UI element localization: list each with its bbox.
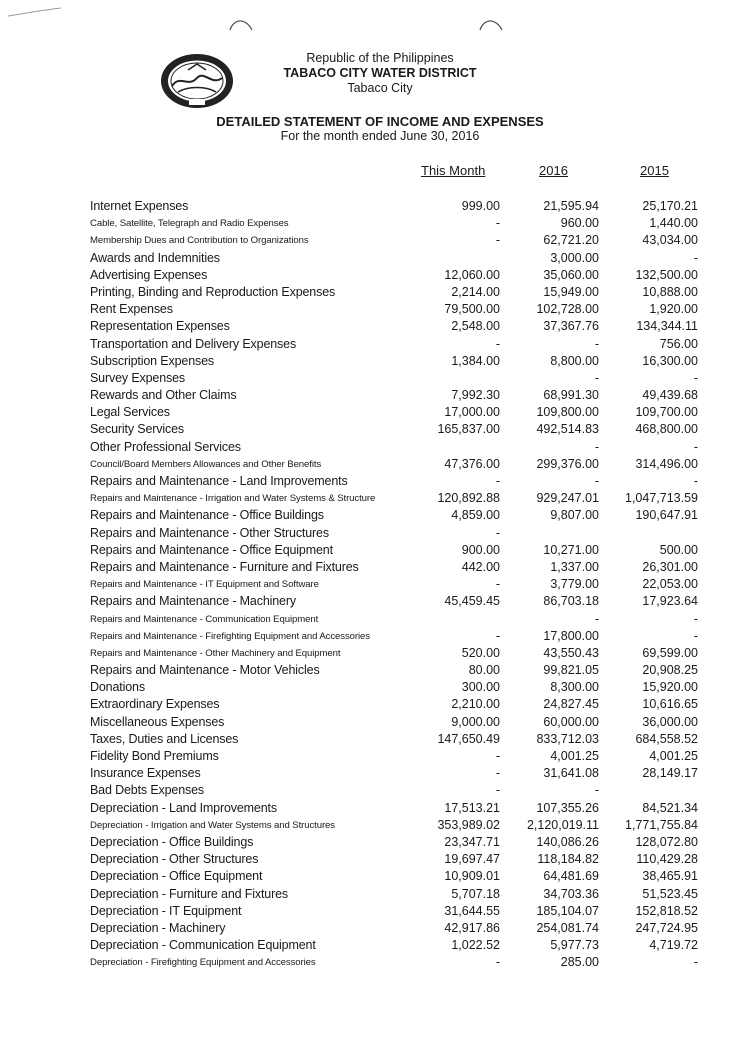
table-row bbox=[0, 387, 741, 404]
this-month-value: 1,022.52 bbox=[451, 938, 500, 953]
this-month-value: - bbox=[495, 216, 500, 231]
expense-label: Council/Board Members Allowances and Other Benefits bbox=[90, 458, 322, 470]
this-month-value: 520.00 bbox=[461, 645, 500, 660]
table-row bbox=[0, 696, 741, 713]
expense-label: Bad Debts Expenses bbox=[90, 783, 205, 798]
value-2015: 468,800.00 bbox=[635, 422, 698, 437]
value-2015: 25,170.21 bbox=[642, 199, 698, 213]
this-month-value: 17,513.21 bbox=[444, 800, 500, 815]
table-row bbox=[0, 421, 741, 438]
value-2016: 107,355.26 bbox=[536, 800, 599, 815]
value-2016: 492,514.83 bbox=[536, 422, 599, 437]
expense-label: Repairs and Maintenance - Office Buildings bbox=[90, 508, 324, 523]
table-row bbox=[0, 473, 741, 490]
value-2015: - bbox=[693, 370, 698, 385]
table-row bbox=[0, 215, 741, 232]
table-row bbox=[0, 765, 741, 782]
punch-hole-mark bbox=[476, 14, 506, 32]
value-2015: 15,920.00 bbox=[642, 680, 698, 695]
value-2016: 21,595.94 bbox=[543, 199, 599, 213]
expense-label: Membership Dues and Contribution to Organizations bbox=[90, 235, 309, 247]
expense-label: Taxes, Duties and Licenses bbox=[90, 731, 239, 746]
value-2016: 929,247.01 bbox=[536, 491, 599, 506]
this-month-value: 17,000.00 bbox=[444, 405, 500, 420]
value-2016: 118,184.82 bbox=[537, 852, 599, 867]
expense-label: Rewards and Other Claims bbox=[90, 388, 237, 403]
expense-label: Repairs and Maintenance - Furniture and Fixtures bbox=[90, 559, 359, 574]
table-row bbox=[0, 937, 741, 954]
value-2015: 132,500.00 bbox=[635, 267, 698, 282]
value-2016: 35,060.00 bbox=[543, 267, 599, 282]
expense-label: Depreciation - Other Structures bbox=[90, 852, 259, 867]
expense-label: Repairs and Maintenance - Motor Vehicles bbox=[90, 663, 320, 678]
this-month-value: - bbox=[495, 525, 500, 540]
value-2016: - bbox=[594, 370, 599, 385]
value-2015: 26,301.00 bbox=[642, 559, 698, 574]
value-2015: 684,558.52 bbox=[635, 731, 698, 746]
this-month-value: 1,384.00 bbox=[451, 353, 500, 368]
this-month-value: 7,992.30 bbox=[451, 388, 500, 403]
table-row bbox=[0, 542, 741, 559]
value-2015: 110,429.28 bbox=[636, 852, 698, 867]
value-2016: 8,800.00 bbox=[550, 353, 599, 368]
value-2016: - bbox=[594, 474, 599, 488]
table-row bbox=[0, 748, 741, 765]
value-2015: 1,440.00 bbox=[649, 216, 698, 231]
value-2015: 756.00 bbox=[659, 336, 698, 351]
statement-heading: DETAILED STATEMENT OF INCOME AND EXPENSES bbox=[216, 114, 544, 129]
this-month-value: 45,459.45 bbox=[444, 594, 500, 609]
expense-label: Repairs and Maintenance - Other Structures bbox=[90, 525, 329, 540]
value-2016: 62,721.20 bbox=[543, 233, 599, 248]
table-row bbox=[0, 576, 741, 593]
value-2016: 299,376.00 bbox=[536, 456, 599, 471]
table-row bbox=[0, 439, 741, 456]
expense-label: Repairs and Maintenance - Communication Equipment bbox=[90, 613, 319, 625]
water-district-seal-logo bbox=[158, 52, 236, 110]
this-month-value: 2,214.00 bbox=[451, 284, 500, 299]
value-2016: 31,641.08 bbox=[543, 766, 599, 781]
table-row bbox=[0, 353, 741, 370]
expense-label: Rent Expenses bbox=[90, 302, 173, 317]
value-2016: 99,821.05 bbox=[543, 663, 599, 678]
table-row bbox=[0, 628, 741, 645]
value-2016: 9,807.00 bbox=[550, 508, 599, 523]
value-2016: 24,827.45 bbox=[543, 697, 599, 712]
city-line: Tabaco City bbox=[347, 81, 413, 95]
value-2016: 2,120,019.11 bbox=[526, 817, 599, 832]
this-month-value: - bbox=[495, 474, 500, 488]
statement-period: For the month ended June 30, 2016 bbox=[280, 129, 480, 143]
expense-label: Extraordinary Expenses bbox=[90, 697, 220, 712]
expense-label: Depreciation - Machinery bbox=[90, 920, 226, 935]
value-2015: 1,771,755.84 bbox=[625, 817, 698, 832]
value-2015: 20,908.25 bbox=[642, 663, 698, 678]
expense-label: Donations bbox=[90, 680, 145, 695]
this-month-value: 999.00 bbox=[461, 199, 500, 213]
value-2016: 5,977.73 bbox=[550, 938, 599, 953]
table-row bbox=[0, 490, 741, 507]
table-row bbox=[0, 525, 741, 542]
value-2016: 3,779.00 bbox=[550, 577, 599, 592]
table-row bbox=[0, 232, 741, 249]
this-month-value: 19,697.47 bbox=[444, 852, 500, 867]
expense-label: Other Professional Services bbox=[90, 439, 241, 454]
this-month-value: 300.00 bbox=[461, 680, 500, 695]
expense-label: Legal Services bbox=[90, 405, 170, 420]
table-row bbox=[0, 868, 741, 885]
value-2015: - bbox=[693, 628, 698, 643]
this-month-value: 353,989.02 bbox=[437, 817, 500, 832]
expense-label: Repairs and Maintenance - Office Equipment bbox=[90, 542, 333, 557]
expense-label: Depreciation - IT Equipment bbox=[90, 903, 242, 918]
value-2016: 109,800.00 bbox=[536, 405, 599, 420]
republic-line: Republic of the Philippines bbox=[306, 51, 454, 65]
expense-label: Internet Expenses bbox=[90, 199, 189, 213]
table-row bbox=[0, 267, 741, 284]
value-2015: 109,700.00 bbox=[635, 405, 698, 420]
this-month-value: 12,060.00 bbox=[444, 267, 500, 282]
table-row bbox=[0, 886, 741, 903]
expense-label: Depreciation - Furniture and Fixtures bbox=[90, 886, 289, 901]
district-name: TABACO CITY WATER DISTRICT bbox=[283, 66, 477, 80]
letterhead bbox=[240, 51, 520, 96]
table-row bbox=[0, 507, 741, 524]
table-row bbox=[0, 456, 741, 473]
value-2015: 36,000.00 bbox=[642, 714, 698, 729]
table-row bbox=[0, 611, 741, 628]
table-row bbox=[0, 851, 741, 868]
this-month-value: 5,707.18 bbox=[451, 886, 500, 901]
this-month-value: 9,000.00 bbox=[451, 714, 500, 729]
value-2016: - bbox=[594, 611, 599, 626]
table-row bbox=[0, 301, 741, 318]
value-2016: 86,703.18 bbox=[543, 594, 599, 609]
expense-label: Depreciation - Firefighting Equipment and Accessories bbox=[90, 957, 316, 969]
value-2016: 254,081.74 bbox=[536, 920, 599, 935]
table-row bbox=[0, 954, 741, 971]
expense-label: Repairs and Maintenance - Machinery bbox=[90, 594, 296, 609]
table-row bbox=[0, 250, 741, 267]
expense-label: Security Services bbox=[90, 422, 185, 437]
value-2015: 22,053.00 bbox=[642, 577, 698, 592]
value-2015: 314,496.00 bbox=[635, 456, 698, 471]
this-month-value: 42,917.86 bbox=[444, 920, 500, 935]
table-row bbox=[0, 593, 741, 610]
value-2015: 247,724.95 bbox=[635, 920, 698, 935]
value-2016: 64,481.69 bbox=[543, 869, 599, 884]
table-row bbox=[0, 714, 741, 731]
this-month-value: 2,210.00 bbox=[451, 697, 500, 712]
statement-title bbox=[180, 114, 580, 144]
expense-label: Depreciation - Office Equipment bbox=[90, 869, 263, 884]
value-2016: 43,550.43 bbox=[543, 645, 599, 660]
expense-label: Repairs and Maintenance - Land Improvements bbox=[90, 474, 348, 488]
this-month-value: 165,837.00 bbox=[437, 422, 500, 437]
table-row bbox=[0, 404, 741, 421]
value-2015: 43,034.00 bbox=[642, 233, 698, 248]
table-row bbox=[0, 559, 741, 576]
value-2016: 15,949.00 bbox=[543, 284, 599, 299]
value-2015: - bbox=[693, 955, 698, 970]
this-month-value: 79,500.00 bbox=[444, 302, 500, 317]
value-2015: - bbox=[693, 611, 698, 626]
this-month-value: 2,548.00 bbox=[451, 319, 500, 334]
column-header-2016: 2016 bbox=[539, 163, 568, 178]
value-2015: 10,888.00 bbox=[642, 284, 698, 299]
value-2016: 4,001.25 bbox=[550, 749, 599, 763]
value-2016: 37,367.76 bbox=[543, 319, 599, 334]
pen-mark bbox=[6, 6, 66, 20]
value-2016: 17,800.00 bbox=[543, 628, 599, 643]
value-2016: 102,728.00 bbox=[536, 302, 599, 317]
expense-label: Depreciation - Office Buildings bbox=[90, 834, 254, 849]
value-2015: 28,149.17 bbox=[642, 766, 698, 781]
value-2016: 833,712.03 bbox=[536, 731, 599, 746]
expense-label: Subscription Expenses bbox=[90, 353, 215, 368]
expense-label: Printing, Binding and Reproduction Expenses bbox=[90, 284, 336, 299]
table-row bbox=[0, 336, 741, 353]
value-2015: 69,599.00 bbox=[642, 645, 698, 660]
table-row bbox=[0, 284, 741, 301]
this-month-value: - bbox=[495, 955, 500, 970]
value-2016: 185,104.07 bbox=[536, 903, 599, 918]
this-month-value: 120,892.88 bbox=[437, 491, 500, 506]
value-2015: 4,719.72 bbox=[649, 938, 698, 953]
value-2015: 1,047,713.59 bbox=[625, 491, 698, 506]
value-2015: 51,523.45 bbox=[642, 886, 698, 901]
value-2015: - bbox=[693, 250, 698, 265]
expense-label: Transportation and Delivery Expenses bbox=[90, 336, 297, 351]
value-2016: 140,086.26 bbox=[536, 834, 599, 849]
expense-label: Miscellaneous Expenses bbox=[90, 714, 225, 729]
value-2015: 84,521.34 bbox=[642, 800, 698, 815]
this-month-value: - bbox=[495, 577, 500, 592]
this-month-value: - bbox=[495, 766, 500, 781]
table-row bbox=[0, 370, 741, 387]
this-month-value: 10,909.01 bbox=[444, 869, 500, 884]
value-2015: 128,072.80 bbox=[635, 834, 698, 849]
punch-hole-mark bbox=[226, 14, 256, 32]
table-row bbox=[0, 834, 741, 851]
value-2015: 152,818.52 bbox=[635, 903, 698, 918]
this-month-value: - bbox=[495, 336, 500, 351]
expense-label: Repairs and Maintenance - Irrigation and Water Systems & Structure bbox=[90, 493, 376, 505]
table-row bbox=[0, 198, 741, 215]
column-header-2015: 2015 bbox=[640, 163, 669, 178]
value-2015: - bbox=[693, 474, 698, 488]
value-2015: 16,300.00 bbox=[642, 353, 698, 368]
value-2016: 10,271.00 bbox=[543, 542, 599, 557]
expense-label: Depreciation - Land Improvements bbox=[90, 800, 277, 815]
value-2016: 60,000.00 bbox=[543, 714, 599, 729]
table-row bbox=[0, 903, 741, 920]
expense-label: Cable, Satellite, Telegraph and Radio Expenses bbox=[90, 218, 289, 230]
expense-label: Repairs and Maintenance - IT Equipment and Software bbox=[90, 579, 319, 591]
value-2016: 8,300.00 bbox=[550, 680, 599, 695]
table-row bbox=[0, 817, 741, 834]
this-month-value: 147,650.49 bbox=[437, 731, 500, 746]
value-2016: - bbox=[594, 783, 599, 798]
this-month-value: - bbox=[495, 749, 500, 763]
value-2016: 1,337.00 bbox=[550, 559, 599, 574]
value-2016: 960.00 bbox=[560, 216, 599, 231]
value-2016: - bbox=[594, 336, 599, 351]
expense-table bbox=[0, 198, 741, 971]
expense-label: Survey Expenses bbox=[90, 370, 186, 385]
this-month-value: 31,644.55 bbox=[444, 903, 500, 918]
table-row bbox=[0, 782, 741, 799]
this-month-value: 4,859.00 bbox=[451, 508, 500, 523]
this-month-value: - bbox=[495, 233, 500, 248]
expense-label: Depreciation - Communication Equipment bbox=[90, 938, 316, 953]
this-month-value: 900.00 bbox=[461, 542, 500, 557]
table-row bbox=[0, 662, 741, 679]
this-month-value: - bbox=[495, 628, 500, 643]
table-row bbox=[0, 679, 741, 696]
value-2015: 134,344.11 bbox=[636, 319, 698, 334]
value-2015: 1,920.00 bbox=[649, 302, 698, 317]
expense-label: Depreciation - Irrigation and Water Systems and Structures bbox=[90, 819, 335, 831]
value-2016: 3,000.00 bbox=[550, 250, 599, 265]
this-month-value: 80.00 bbox=[468, 663, 500, 678]
value-2016: 285.00 bbox=[560, 955, 599, 970]
this-month-value: 47,376.00 bbox=[444, 456, 500, 471]
this-month-value: 442.00 bbox=[461, 559, 500, 574]
value-2015: 10,616.65 bbox=[642, 697, 698, 712]
expense-label: Repairs and Maintenance - Firefighting Equipment and Accessories bbox=[90, 630, 370, 642]
expense-label: Representation Expenses bbox=[90, 319, 230, 334]
table-row bbox=[0, 645, 741, 662]
expense-label: Repairs and Maintenance - Other Machinery and Equipment bbox=[90, 647, 341, 659]
this-month-value: - bbox=[495, 783, 500, 798]
expense-label: Fidelity Bond Premiums bbox=[90, 749, 219, 763]
value-2015: 190,647.91 bbox=[635, 508, 698, 523]
table-row bbox=[0, 800, 741, 817]
value-2016: 68,991.30 bbox=[543, 388, 599, 403]
expense-label: Awards and Indemnities bbox=[90, 250, 220, 265]
value-2015: 17,923.64 bbox=[642, 594, 698, 609]
this-month-value: 23,347.71 bbox=[444, 834, 500, 849]
value-2015: - bbox=[693, 439, 698, 454]
expense-label: Insurance Expenses bbox=[90, 766, 201, 781]
value-2016: - bbox=[594, 439, 599, 454]
table-row bbox=[0, 318, 741, 335]
value-2015: 500.00 bbox=[659, 542, 698, 557]
value-2015: 38,465.91 bbox=[642, 869, 698, 884]
value-2015: 4,001.25 bbox=[649, 749, 698, 763]
value-2016: 34,703.36 bbox=[543, 886, 599, 901]
column-header-this-month: This Month bbox=[421, 163, 486, 178]
value-2015: 49,439.68 bbox=[642, 388, 698, 403]
table-row bbox=[0, 920, 741, 937]
expense-label: Advertising Expenses bbox=[90, 267, 208, 282]
table-row bbox=[0, 731, 741, 748]
